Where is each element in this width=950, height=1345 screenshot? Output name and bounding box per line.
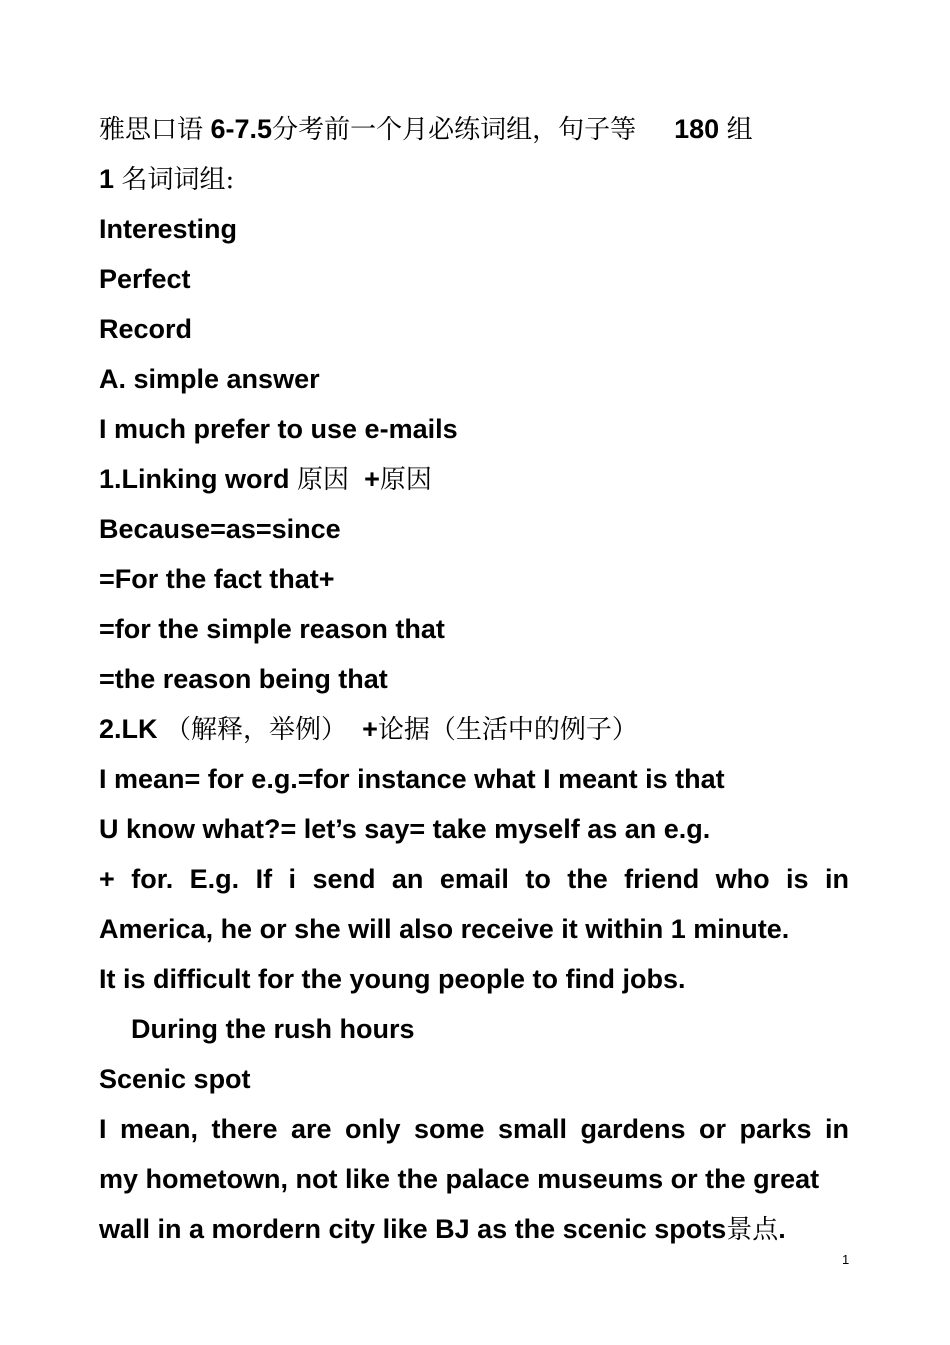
linking-label: 2.LK <box>99 714 158 744</box>
section-a-heading: A. simple answer <box>99 364 320 394</box>
text-line: =the reason being that <box>99 664 388 694</box>
title-cjk-c: 组 <box>726 115 753 145</box>
text-line: It is difficult for the young people to find jobs. <box>99 964 686 994</box>
heading-number: 1 <box>99 164 115 194</box>
document-body <box>99 104 869 1254</box>
text-line: I mean= for e.g.=for instance what I meant is that <box>99 764 725 794</box>
text-line: U know what?= let’s say= take myself as an e.g. <box>99 814 711 844</box>
linking-cjk-a: （解释，举例） <box>165 715 348 745</box>
section-heading <box>99 154 869 204</box>
linking-cjk-a: 原因 <box>297 465 350 495</box>
text-line: my hometown, not like the palace museums or the great <box>99 1164 820 1194</box>
text-line: During the rush hours <box>131 1014 415 1044</box>
text-line: I mean, there are only some small gardens or parks in <box>99 1114 849 1144</box>
hometown-line3-cjk: 景点 <box>726 1215 779 1245</box>
linking-word-1 <box>99 454 869 504</box>
word-item: Perfect <box>99 264 191 294</box>
heading-cjk: 名词词组: <box>121 165 235 195</box>
title-count: 180 <box>674 114 720 144</box>
text-line-mixed <box>99 1204 869 1254</box>
title-score: 6-7.5 <box>210 114 273 144</box>
hometown-line3-text: wall in a mordern city like BJ as the scenic spots <box>99 1214 727 1244</box>
linking-cjk-b: 论据（生活中的例子） <box>377 715 638 745</box>
title-cjk-a: 雅思口语 <box>99 115 204 145</box>
title-cjk-b: 分考前一个月必练词组，句子等 <box>272 115 637 145</box>
word-item: Record <box>99 314 193 344</box>
text-line: =for the simple reason that <box>99 614 445 644</box>
document-title <box>99 104 869 154</box>
text-line: Because=as=since <box>99 514 341 544</box>
text-line: + for. E.g. If i send an email to the friend who is in <box>99 864 849 894</box>
text-line: I much prefer to use e-mails <box>99 414 458 444</box>
linking-cjk-b: 原因 <box>379 465 432 495</box>
hometown-line3-end: . <box>778 1214 786 1244</box>
text-line: Scenic spot <box>99 1064 251 1094</box>
text-line: America, he or she will also receive it within 1 minute. <box>99 914 790 944</box>
text-line: =For the fact that+ <box>99 564 335 594</box>
word-item: Interesting <box>99 214 238 244</box>
linking-plus: + <box>364 464 380 494</box>
linking-label: 1.Linking word <box>99 464 290 494</box>
linking-word-2 <box>99 704 869 754</box>
page-number: 1 <box>842 1252 850 1267</box>
linking-plus: + <box>362 714 378 744</box>
